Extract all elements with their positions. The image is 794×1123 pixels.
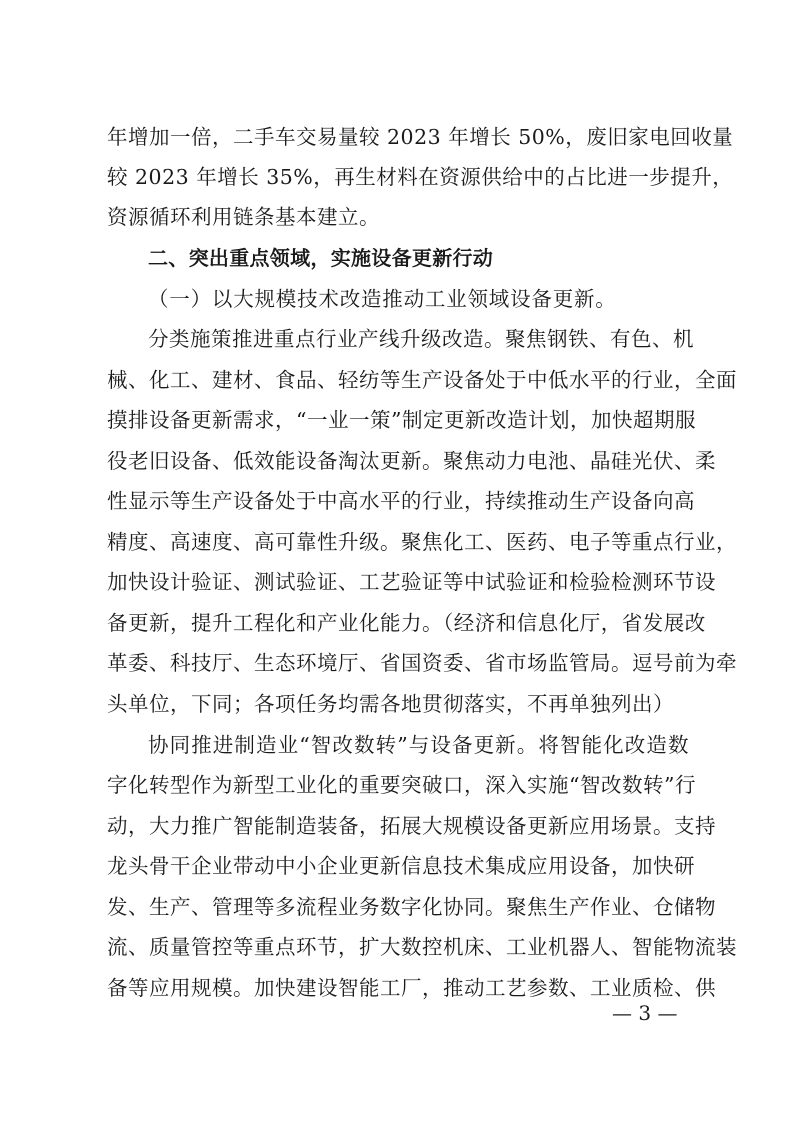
paragraph-1-line-7: 加快设计验证、测试验证、工艺验证等中试验证和检验检测环节设 [107, 570, 716, 594]
paragraph-2-line-2: 字化转型作为新型工业化的重要突破口，深入实施“智改数转”行 [107, 773, 696, 797]
paragraph-1-line-2: 械、化工、建材、食品、轻纺等生产设备处于中低水平的行业，全面 [107, 368, 737, 392]
paragraph-2-line-1: 协同推进制造业“智改数转”与设备更新。将智能化改造数 [148, 733, 689, 757]
continuation-line-2: 较 2023 年增长 35%，再生材料在资源供给中的占比进一步提升， [107, 165, 734, 189]
paragraph-2-line-3: 动，大力推广智能制造装备，拓展大规模设备更新应用场景。支持 [107, 814, 716, 838]
paragraph-1-line-10: 头单位，下同；各项任务均需各地贯彻落实，不再单独列出） [107, 692, 674, 716]
page-number: — 3 — [612, 1001, 678, 1025]
continuation-line-3: 资源循环利用链条基本建立。 [107, 205, 380, 229]
paragraph-1-line-3: 摸排设备更新需求，“一业一策”制定更新改造计划，加快超期服 [107, 408, 696, 432]
paragraph-1-line-4: 役老旧设备、低效能设备淘汰更新。聚焦动力电池、晶硅光伏、柔 [107, 449, 716, 473]
paragraph-1-line-6: 精度、高速度、高可靠性升级。聚焦化工、医药、电子等重点行业， [107, 530, 737, 554]
paragraph-1-line-5: 性显示等生产设备处于中高水平的行业，持续推动生产设备向高 [107, 489, 695, 513]
paragraph-1-line-8: 备更新，提升工程化和产业化能力。（经济和信息化厅，省发展改 [107, 611, 706, 635]
paragraph-1-line-9: 革委、科技厅、生态环境厅、省国资委、省市场监管局。逗号前为牵 [107, 651, 737, 675]
section-heading: 二、突出重点领域，实施设备更新行动 [148, 246, 494, 270]
paragraph-1-line-1: 分类施策推进重点行业产线升级改造。聚焦钢铁、有色、机 [148, 327, 694, 351]
paragraph-2-line-7: 备等应用规模。加快建设智能工厂，推动工艺参数、工业质检、供 [107, 976, 716, 1000]
paragraph-2-line-5: 发、生产、管理等多流程业务数字化协同。聚焦生产作业、仓储物 [107, 895, 716, 919]
continuation-line-1: 年增加一倍，二手车交易量较 2023 年增长 50%，废旧家电回收量 [107, 125, 734, 149]
paragraph-2-line-4: 龙头骨干企业带动中小企业更新信息技术集成应用设备，加快研 [107, 854, 695, 878]
subsection-heading: （一）以大规模技术改造推动工业领域设备更新。 [148, 287, 617, 311]
paragraph-2-line-6: 流、质量管控等重点环节，扩大数控机床、工业机器人、智能物流装 [107, 935, 737, 959]
